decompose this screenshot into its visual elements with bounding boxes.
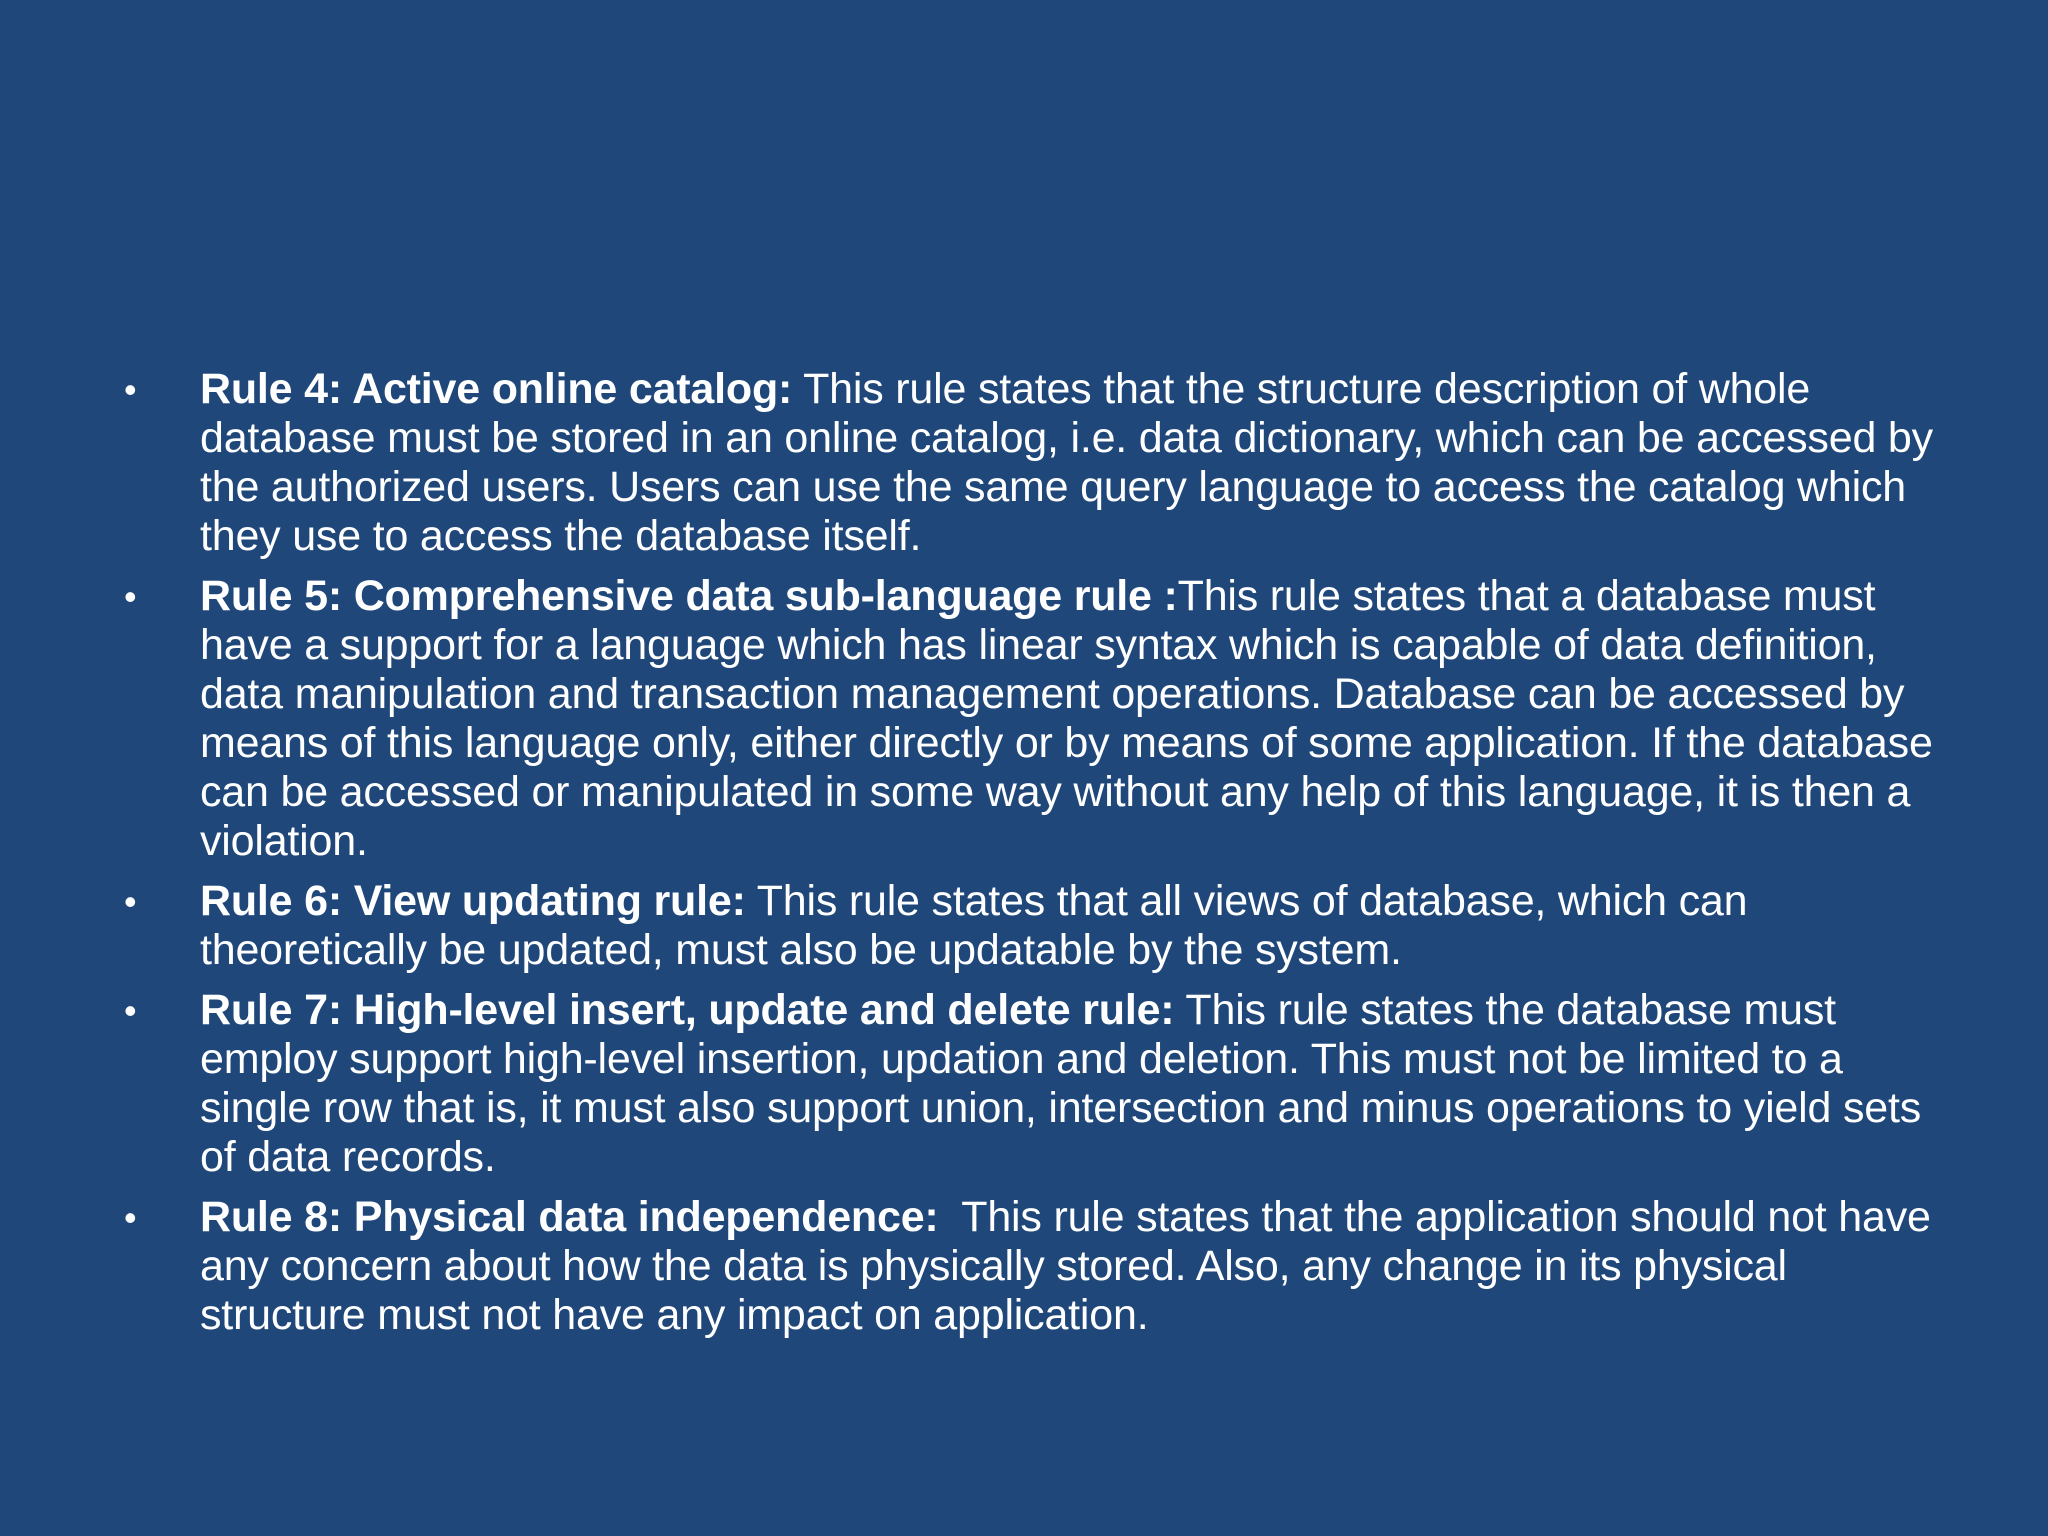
bullet-icon: • <box>124 881 137 922</box>
rule-8-title: Rule 8: Physical data independence: <box>200 1193 939 1241</box>
bullet-icon: • <box>124 576 137 617</box>
rule-7-title: Rule 7: High-level insert, update and delete rule: <box>200 986 1175 1034</box>
rule-6-body: This rule states that all views of database, which can theoretically be updated, must also be updatable by the system. <box>200 877 1760 974</box>
rule-4-title: Rule 4: Active online catalog: <box>200 365 793 413</box>
rule-4-body: This rule states that the structure description of whole database must be stored in an online catalog, i.e. data dictionary, which can be accessed by the authorized users. Users can use the same query language to access the catalog which they use to access the database itself. <box>200 365 1945 560</box>
bullet-icon: • <box>124 1197 137 1238</box>
rule-5-item <box>120 572 1945 866</box>
bullet-icon: • <box>124 990 137 1031</box>
rule-7-body: This rule states the database must employ support high-level insertion, updation and deletion. This must not be limited to a single row that is, it must also support union, intersection and minus operations to yield sets of data records. <box>200 986 1933 1181</box>
rule-5-title: Rule 5: Comprehensive data sub-language rule : <box>200 572 1178 620</box>
rule-4-item <box>120 365 1945 561</box>
rule-6-title: Rule 6: View updating rule: <box>200 877 746 925</box>
rule-5-body: This rule states that a database must have a support for a language which has linear syntax which is capable of data definition, data manipulation and transaction management operations. Database can be accessed by means of this language only, either directly or by means of some application. If the database can be accessed or manipulated in some way without any help of this language, it is then a violation. <box>200 572 1945 865</box>
bullet-icon: • <box>124 369 137 410</box>
rule-6-item <box>120 877 1940 975</box>
rule-8-body: This rule states that the application should not have any concern about how the data is physically stored. Also, any change in its physical structure must not have any impact on application. <box>200 1193 1943 1339</box>
rule-7-item <box>120 986 1940 1182</box>
slide-content <box>120 365 1945 1351</box>
rules-list <box>120 365 1945 1340</box>
rule-8-item <box>120 1193 1943 1340</box>
